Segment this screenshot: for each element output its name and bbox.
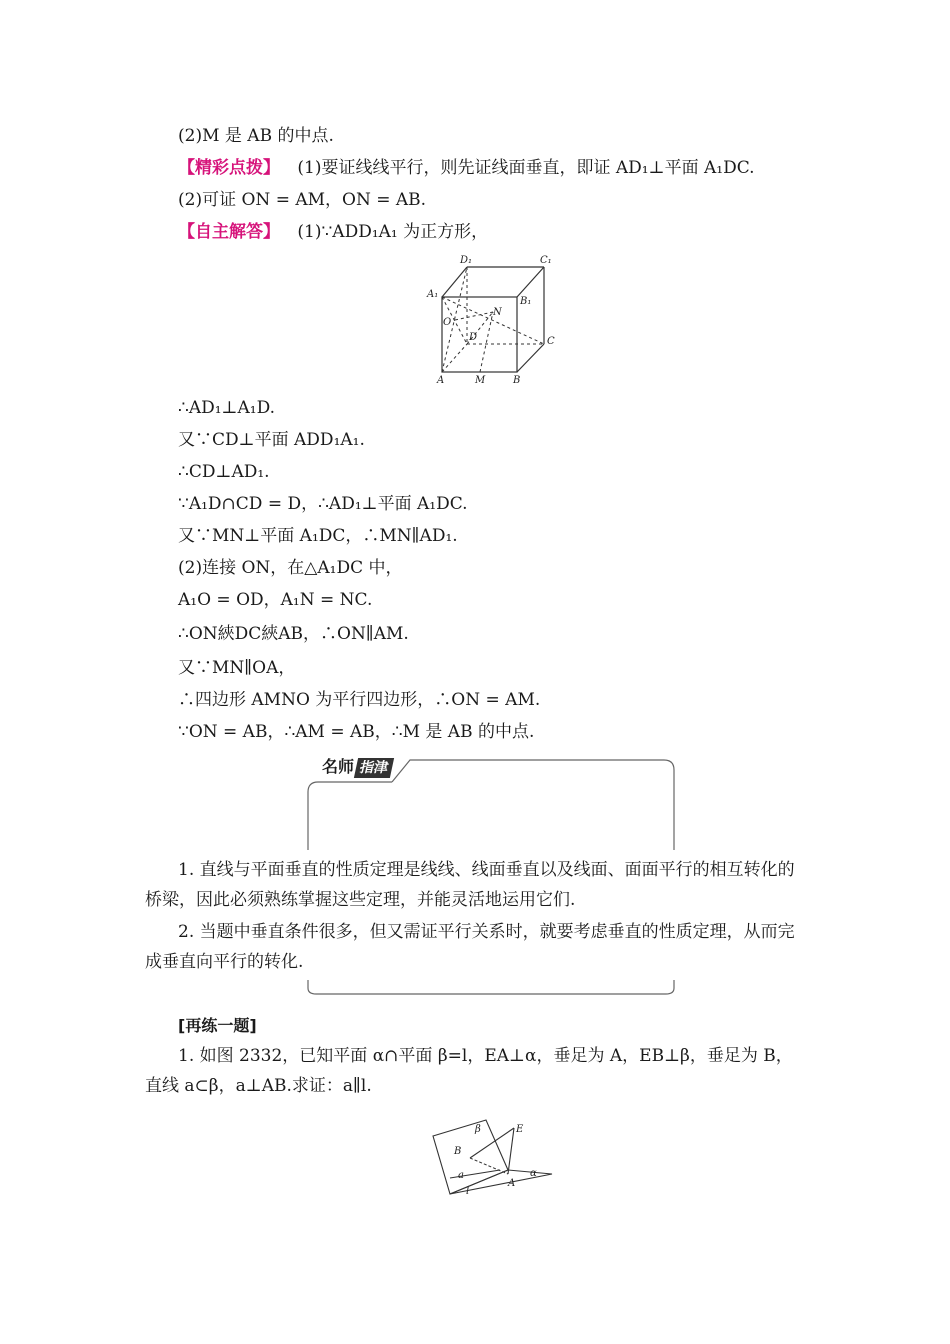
label-M: M [475, 375, 486, 386]
label-N: N [493, 307, 502, 318]
label-E: E [516, 1124, 524, 1135]
cube-figure [420, 252, 570, 387]
label-A: A [437, 375, 445, 386]
text-line: ∴ON綊DC綊AB，∴ON∥AM. [178, 624, 409, 644]
planes-figure [428, 1118, 558, 1202]
text-line: (2)可证 ON = AM，ON = AB. [178, 190, 427, 210]
text-line: ∵A₁D∩CD = D，∴AD₁⊥平面 A₁DC. [178, 494, 468, 514]
tips-title-right: 指津 [354, 758, 394, 778]
practice-paragraph: 1. 如图 2332，已知平面 α∩平面 β=l，EA⊥α，垂足为 A，EB⊥β，垂足为 B，直线 a⊂β，a⊥AB.求证：a∥l. [145, 1046, 793, 1096]
tip-tag: 【精彩点拨】 [178, 158, 280, 178]
label-B: B [454, 1146, 462, 1157]
practice-heading: [再练一题] [178, 1016, 257, 1035]
answer-tag: 【自主解答】 [178, 222, 280, 242]
text-line: (2)连接 ON，在△A₁DC 中， [178, 558, 403, 578]
answer-line [178, 220, 488, 244]
text-line: (2)M 是 AB 的中点. [178, 126, 334, 146]
label-B1: B₁ [520, 296, 532, 307]
text-line: 又∵MN⊥平面 A₁DC，∴MN∥AD₁. [178, 526, 458, 546]
text-line: ∴AD₁⊥A₁D. [178, 398, 276, 418]
label-A: A [508, 1178, 516, 1189]
tips-title-left: 名师 [322, 757, 355, 776]
tip-line [178, 156, 755, 180]
answer-text: (1)∵ADD₁A₁ 为正方形， [297, 222, 489, 242]
label-C1: C₁ [540, 255, 552, 266]
label-B: B [513, 375, 521, 386]
tip-text: (1)要证线线平行，则先证线面垂直，即证 AD₁⊥平面 A₁DC. [297, 158, 755, 178]
text-line: 又∵MN∥OA， [178, 658, 296, 678]
text-line: 又∵CD⊥平面 ADD₁A₁. [178, 430, 365, 450]
text-line: ∴四边形 AMNO 为平行四边形，∴ON = AM. [178, 690, 541, 710]
tips-paragraph-1: 1. 直线与平面垂直的性质定理是线线、线面垂直以及线面、面面平行的相互转化的桥梁，因此必须熟练掌握这些定理，并能灵活地运用它们. [145, 860, 795, 910]
label-O: O [443, 317, 452, 328]
label-A1: A₁ [427, 289, 439, 300]
label-l: l [466, 1186, 470, 1197]
tips-paragraph-2: 2. 当题中垂直条件很多，但又需证平行关系时，就要考虑垂直的性质定理，从而完成垂直向平行的转化. [145, 922, 795, 972]
label-alpha: α [530, 1168, 537, 1179]
text-line: ∴CD⊥AD₁. [178, 462, 270, 482]
text-line: A₁O = OD，A₁N = NC. [178, 590, 373, 610]
label-D1: D₁ [460, 255, 473, 266]
label-C: C [547, 336, 555, 347]
label-a: a [458, 1170, 464, 1181]
tips-box-title [322, 757, 392, 778]
label-beta: β [475, 1124, 481, 1135]
label-D: D [469, 332, 478, 343]
text-line: ∵ON = AB，∴AM = AB，∴M 是 AB 的中点. [178, 722, 535, 742]
